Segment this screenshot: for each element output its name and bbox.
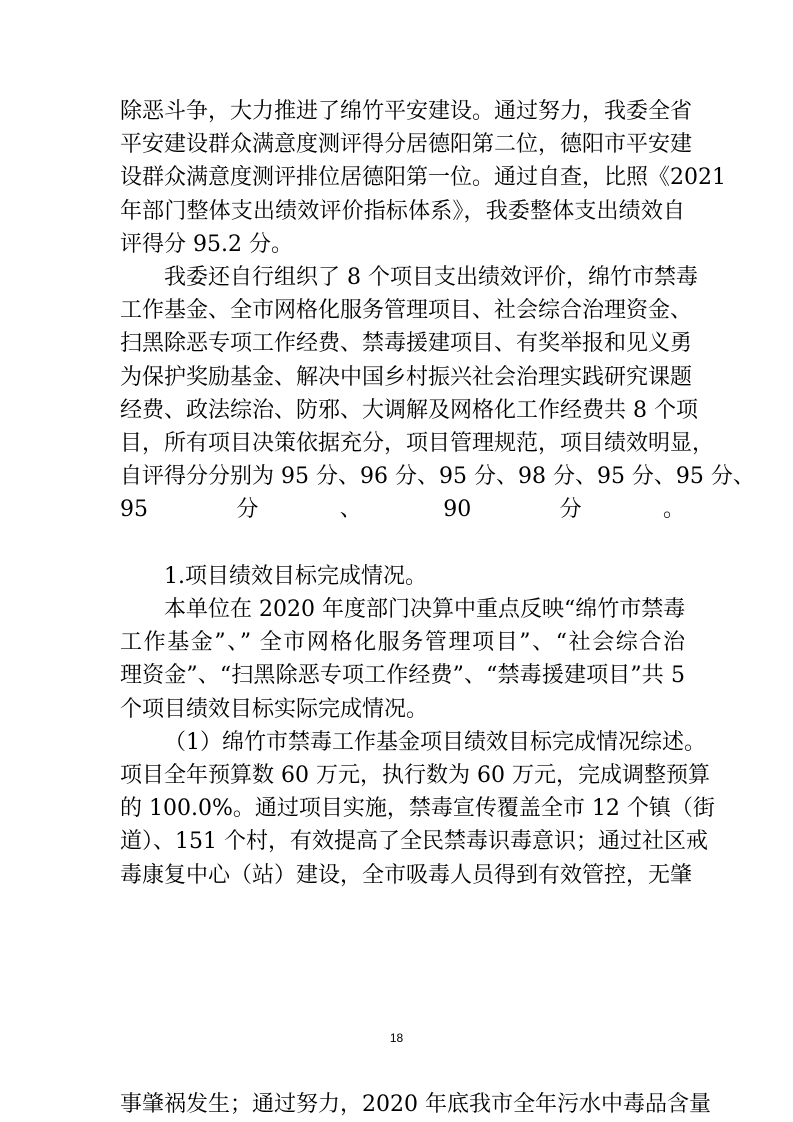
body-text-line: 95 分、90 分。 bbox=[120, 497, 685, 522]
body-text-line: 事肇祸发生；通过努力，2020 年底我市全年污水中毒品含量 bbox=[120, 1092, 711, 1117]
body-text-line: 评得分 95.2 分。 bbox=[120, 232, 293, 257]
body-text-line: 平安建设群众满意度测评得分居德阳第二位，德阳市平安建 bbox=[120, 132, 693, 157]
body-text-line: 自评得分分别为 95 分、96 分、95 分、98 分、95 分、95 分、 bbox=[120, 464, 755, 489]
body-text-line: （1）绵竹市禁毒工作基金项目绩效目标完成情况综述。 bbox=[164, 730, 706, 755]
body-text-line: 目，所有项目决策依据充分，项目管理规范，项目绩效明显， bbox=[120, 431, 715, 456]
body-text-line: 本单位在 2020 年度部门决算中重点反映“绵竹市禁毒 bbox=[164, 597, 686, 622]
body-text-line: 为保护奖励基金、解决中国乡村振兴社会治理实践研究课题 bbox=[120, 365, 693, 390]
page-number: 18 bbox=[389, 1031, 404, 1045]
section-heading: 1.项目绩效目标完成情况。 bbox=[164, 564, 427, 589]
body-text-line: 除恶斗争，大力推进了绵竹平安建设。通过努力，我委全省 bbox=[120, 99, 693, 124]
body-text-line: 项目全年预算数 60 万元，执行数为 60 万元，完成调整预算 bbox=[120, 763, 710, 788]
body-text-line: 工作基金”、” 全市网格化服务管理项目”、“社会综合治 bbox=[120, 630, 685, 655]
body-text-line: 经费、政法综治、防邪、大调解及网格化工作经费共 8 个项 bbox=[120, 398, 698, 423]
body-text-line bbox=[120, 529, 685, 559]
body-text-line: 的 100.0%。通过项目实施，禁毒宣传覆盖全市 12 个镇（街 bbox=[120, 796, 715, 821]
body-text-line: 工作基金、全市网格化服务管理项目、社会综合治理资金、 bbox=[120, 298, 693, 323]
body-text-line: 理资金”、“扫黑除恶专项工作经费”、“禁毒援建项目”共 5 bbox=[120, 663, 685, 688]
body-text-line: 我委还自行组织了 8 个项目支出绩效评价，绵竹市禁毒 bbox=[164, 265, 698, 290]
body-text-line: 年部门整体支出绩效评价指标体系》，我委整体支出绩效自 bbox=[120, 199, 685, 224]
body-text-line: 毒康复中心（站）建设，全市吸毒人员得到有效管控，无肇 bbox=[120, 863, 693, 888]
body-text-line: 个项目绩效目标实际完成情况。 bbox=[120, 697, 429, 722]
body-text-line: 设群众满意度测评排位居德阳第一位。通过自查，比照《2021 bbox=[120, 165, 726, 190]
body-text-line: 扫黑除恶专项工作经费、禁毒援建项目、有奖举报和见义勇 bbox=[120, 331, 693, 356]
body-text-line: 道）、151 个村，有效提高了全民禁毒识毒意识；通过社区戒 bbox=[120, 829, 708, 854]
